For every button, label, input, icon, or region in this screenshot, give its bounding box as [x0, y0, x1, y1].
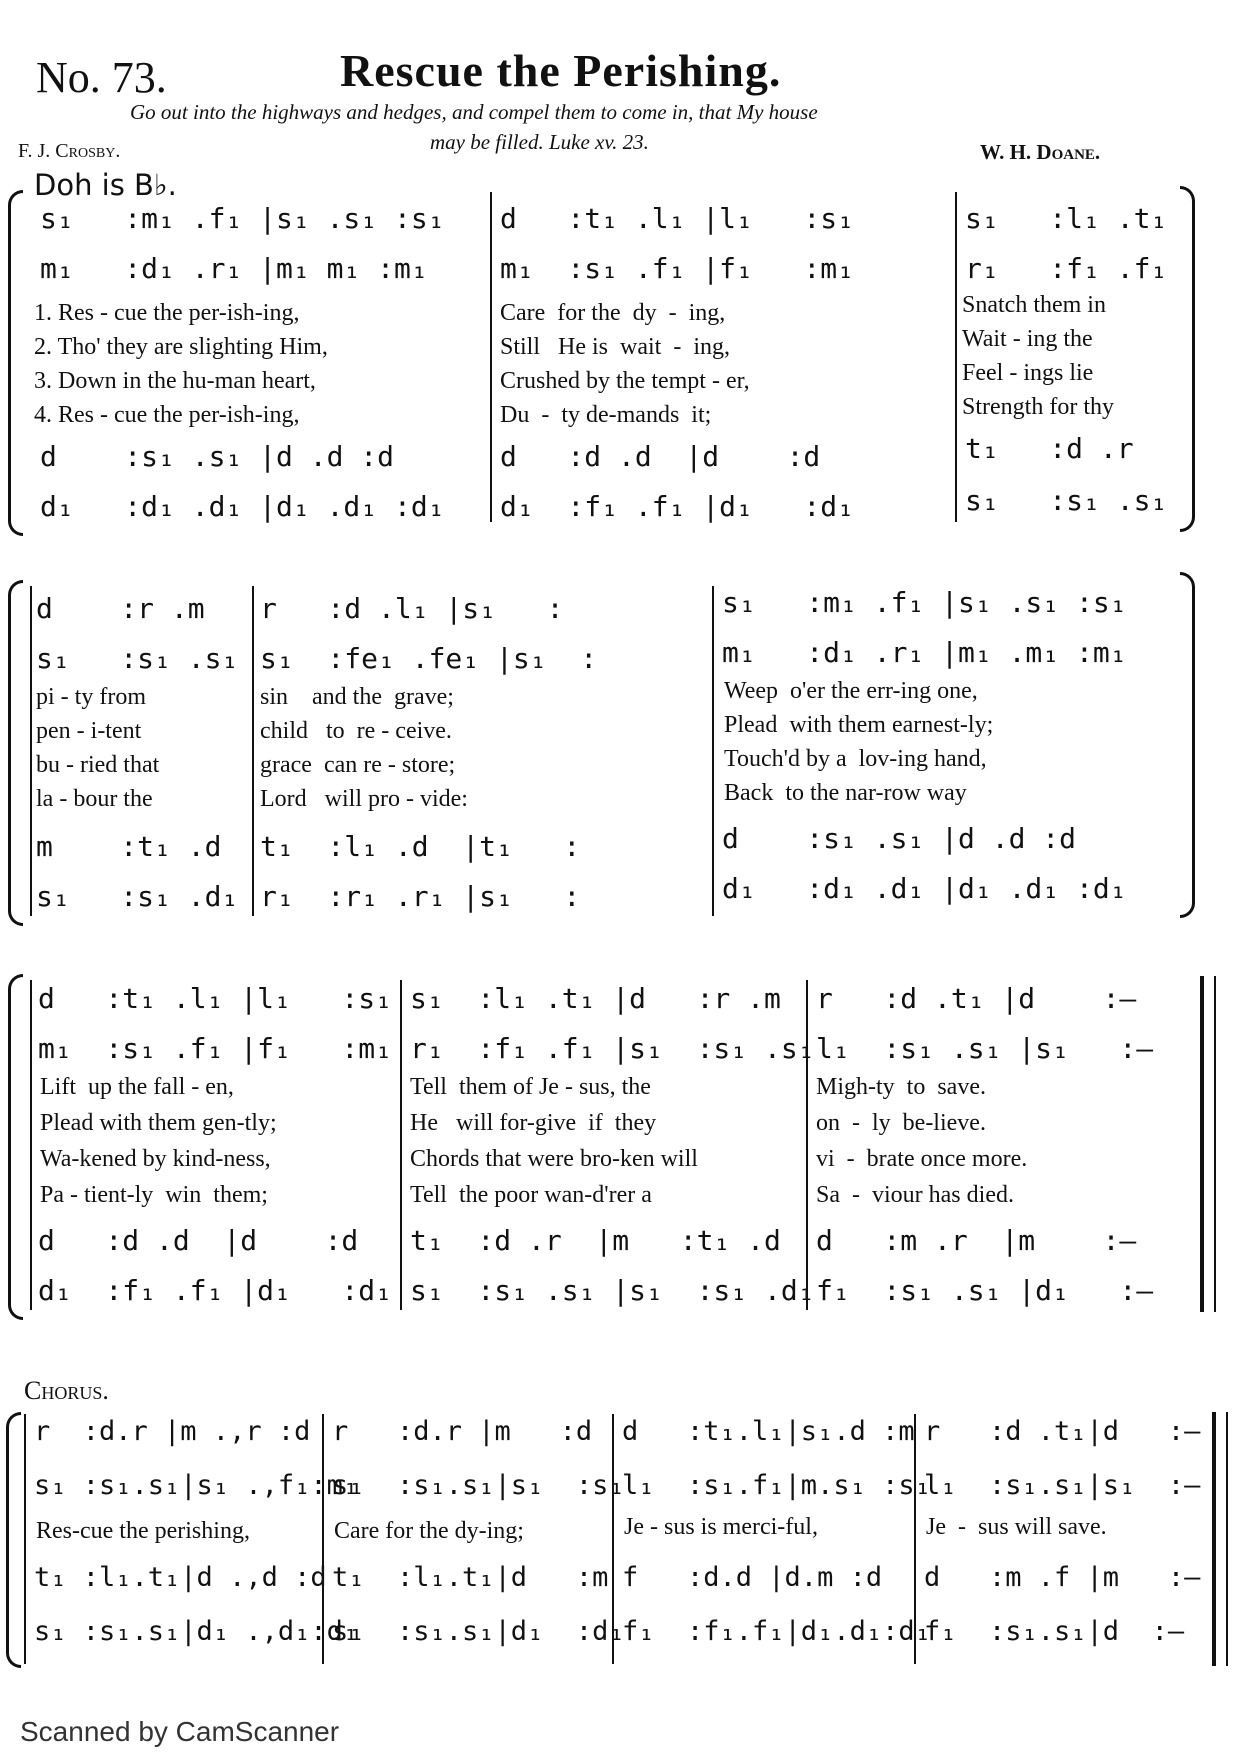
verse-1-lyric: Lift up the fall - en,: [40, 1074, 234, 1100]
tenor-line: d :s₁ .s₁ |d .d :d: [722, 822, 1077, 855]
bass-line: s₁ :s₁ .s₁ |s₁ :s₁ .d₁: [410, 1274, 815, 1307]
verse-3-lyric: Touch'd by a lov-ing hand,: [724, 746, 987, 772]
bar-line: [490, 192, 492, 522]
soprano-line: d :r .m: [36, 592, 205, 625]
left-brace: [8, 190, 23, 536]
chorus-label: Chorus.: [24, 1376, 109, 1405]
alto-line: s₁ :s₁.s₁|s₁ .,f₁:m₁: [34, 1470, 360, 1501]
system-2: [0, 572, 1240, 932]
soprano-line: s₁ :m₁ .f₁ |s₁ .s₁ :s₁: [722, 586, 1127, 619]
chorus-lyric: Care for the dy-ing;: [334, 1518, 524, 1544]
alto-line: l₁ :s₁.f₁|m.s₁ :s₁: [622, 1470, 931, 1501]
soprano-line: s₁ :l₁ .t₁ |d :r .m: [410, 982, 781, 1015]
soprano-line: r :d.r |m :d: [332, 1416, 593, 1447]
tenor-line: t₁ :d .r |m :t₁ .d: [410, 1224, 781, 1257]
tenor-line: t₁ :l₁.t₁|d .,d :d: [34, 1562, 327, 1593]
verse-1-lyric: Care for the dy - ing,: [500, 300, 726, 326]
soprano-line: s₁ :m₁ .f₁ |s₁ .s₁ :s₁: [40, 202, 445, 235]
verse-1-lyric: pi - ty from: [36, 684, 146, 710]
verse-1-lyric: Migh-ty to save.: [816, 1074, 986, 1100]
alto-line: m₁ :d₁ .r₁ |m₁ .m₁ :m₁: [722, 636, 1127, 669]
chorus-system: [0, 1406, 1240, 1676]
verse-2-lyric: on - ly be-lieve.: [816, 1110, 986, 1136]
verse-4-lyric: Back to the nar-row way: [724, 780, 967, 806]
alto-line: l₁ :s₁.s₁|s₁ :—: [924, 1470, 1201, 1501]
alto-line: m₁ :s₁ .f₁ |f₁ :m₁: [500, 252, 855, 285]
verse-1-lyric: Snatch them in: [962, 292, 1106, 318]
verse-3-lyric: vi - brate once more.: [816, 1146, 1028, 1172]
verse-4-lyric: 4. Res - cue the per-ish-ing,: [34, 402, 300, 428]
bar-line: [30, 586, 32, 916]
verse-4-lyric: Sa - viour has died.: [816, 1182, 1014, 1208]
tenor-line: t₁ :l₁.t₁|d :m: [332, 1562, 609, 1593]
bass-line: f₁ :s₁.s₁|d :—: [924, 1616, 1185, 1647]
bar-line: [955, 192, 957, 522]
bass-line: s₁ :s₁ .s₁: [965, 484, 1168, 517]
bar-line: [24, 1414, 26, 1664]
epigraph-line-1: Go out into the highways and hedges, and compel them to come in, that My house: [130, 100, 818, 124]
tenor-line: d :m .f |m :—: [924, 1562, 1201, 1593]
bass-line: f₁ :s₁ .s₁ |d₁ :—: [816, 1274, 1154, 1307]
verse-4-lyric: Pa - tient-ly win them;: [40, 1182, 268, 1208]
system-1: [0, 182, 1240, 542]
tenor-line: t₁ :d .r: [965, 432, 1134, 465]
verse-2-lyric: He will for-give if they: [410, 1110, 657, 1136]
verse-2-lyric: 2. Tho' they are slighting Him,: [34, 334, 328, 360]
verse-3-lyric: Chords that were bro-ken will: [410, 1146, 698, 1172]
verse-3-lyric: bu - ried that: [36, 752, 160, 778]
left-brace: [6, 1412, 21, 1668]
right-brace: [1180, 186, 1195, 532]
hymn-number: No. 73.: [36, 53, 167, 102]
verse-3-lyric: Wa-kened by kind-ness,: [40, 1146, 271, 1172]
alto-line: l₁ :s₁ .s₁ |s₁ :—: [816, 1032, 1154, 1065]
alto-line: m₁ :d₁ .r₁ |m₁ m₁ :m₁: [40, 252, 428, 285]
alto-line: s₁ :s₁.s₁|s₁ :s₁: [332, 1470, 625, 1501]
bar-line: [30, 980, 32, 1310]
verse-1-lyric: sin and the grave;: [260, 684, 454, 710]
verse-2-lyric: Plead with them earnest-ly;: [724, 712, 994, 738]
tenor-line: d :d .d |d :d: [500, 440, 821, 473]
bar-line: [806, 980, 808, 1310]
tenor-line: f :d.d |d.m :d: [622, 1562, 883, 1593]
composer: W. H. Doane.: [980, 140, 1101, 164]
bass-line: s₁ :s₁ .d₁: [36, 880, 239, 913]
final-bar-line: [1214, 976, 1216, 1312]
verse-4-lyric: la - bour the: [36, 786, 153, 812]
left-brace: [8, 580, 23, 926]
chorus-lyric: Res-cue the perishing,: [36, 1518, 250, 1544]
tenor-line: d :m .r |m :—: [816, 1224, 1137, 1257]
alto-line: r₁ :f₁ .f₁ |s₁ :s₁ .s₁: [410, 1032, 815, 1065]
tenor-line: m :t₁ .d: [36, 830, 222, 863]
verse-3-lyric: grace can re - store;: [260, 752, 456, 778]
lyricist: F. J. Crosby.: [18, 140, 121, 162]
verse-1-lyric: Tell them of Je - sus, the: [410, 1074, 651, 1100]
verse-4-lyric: Lord will pro - vide:: [260, 786, 468, 812]
bass-line: d₁ :d₁ .d₁ |d₁ .d₁ :d₁: [40, 490, 445, 523]
soprano-line: r :d .t₁|d :—: [924, 1416, 1201, 1447]
verse-3-lyric: Crushed by the tempt - er,: [500, 368, 750, 394]
chorus-lyric: Je - sus will save.: [926, 1514, 1107, 1540]
scanner-watermark: Scanned by CamScanner: [20, 1716, 340, 1747]
key-signature: Doh is B♭.: [34, 168, 177, 202]
bar-line: [252, 586, 254, 916]
right-brace: [1180, 572, 1195, 918]
soprano-line: r :d .t₁ |d :—: [816, 982, 1137, 1015]
alto-line: s₁ :s₁ .s₁: [36, 642, 239, 675]
alto-line: s₁ :fe₁ .fe₁ |s₁ :: [260, 642, 598, 675]
bass-line: d₁ :f₁ .f₁ |d₁ :d₁: [500, 490, 855, 523]
verse-4-lyric: Du - ty de-mands it;: [500, 402, 712, 428]
soprano-line: d :t₁ .l₁ |l₁ :s₁: [500, 202, 855, 235]
verse-4-lyric: Strength for thy: [962, 394, 1114, 420]
chorus-lyric: Je - sus is merci-ful,: [624, 1514, 818, 1540]
verse-3-lyric: 3. Down in the hu-man heart,: [34, 368, 316, 394]
verse-2-lyric: Wait - ing the: [962, 326, 1093, 352]
bass-line: s₁ :s₁.s₁|d₁ :d₁: [332, 1616, 625, 1647]
bass-line: d₁ :f₁ .f₁ |d₁ :d₁: [38, 1274, 393, 1307]
bar-line: [400, 980, 402, 1310]
soprano-line: r :d .l₁ |s₁ :: [260, 592, 564, 625]
verse-2-lyric: pen - i-tent: [36, 718, 142, 744]
verse-1-lyric: 1. Res - cue the per-ish-ing,: [34, 300, 300, 326]
bass-line: r₁ :r₁ .r₁ |s₁ :: [260, 880, 581, 913]
hymn-title: Rescue the Perishing.: [340, 45, 782, 96]
verse-2-lyric: Still He is wait - ing,: [500, 334, 730, 360]
final-bar-line: [1226, 1412, 1228, 1666]
tenor-line: d :s₁ .s₁ |d .d :d: [40, 440, 395, 473]
soprano-line: r :d.r |m .,r :d: [34, 1416, 311, 1447]
tenor-line: d :d .d |d :d: [38, 1224, 359, 1257]
verse-2-lyric: child to re - ceive.: [260, 718, 452, 744]
final-bar-line: [1200, 976, 1204, 1312]
alto-line: r₁ :f₁ .f₁: [965, 252, 1168, 285]
verse-4-lyric: Tell the poor wan-d'rer a: [410, 1182, 652, 1208]
soprano-line: d :t₁.l₁|s₁.d :m: [622, 1416, 915, 1447]
bass-line: f₁ :f₁.f₁|d₁.d₁:d₁: [622, 1616, 931, 1647]
bass-line: s₁ :s₁.s₁|d₁ .,d₁:d₁: [34, 1616, 360, 1647]
tenor-line: t₁ :l₁ .d |t₁ :: [260, 830, 581, 863]
verse-1-lyric: Weep o'er the err-ing one,: [724, 678, 978, 704]
bar-line: [712, 586, 714, 916]
system-3: [0, 966, 1240, 1336]
bass-line: d₁ :d₁ .d₁ |d₁ .d₁ :d₁: [722, 872, 1127, 905]
verse-2-lyric: Plead with them gen-tly;: [40, 1110, 277, 1136]
soprano-line: d :t₁ .l₁ |l₁ :s₁: [38, 982, 393, 1015]
epigraph-line-2: may be filled. Luke xv. 23.: [430, 130, 649, 154]
final-bar-line: [1212, 1412, 1216, 1666]
left-brace: [8, 974, 23, 1320]
soprano-line: s₁ :l₁ .t₁: [965, 202, 1168, 235]
alto-line: m₁ :s₁ .f₁ |f₁ :m₁: [38, 1032, 393, 1065]
verse-3-lyric: Feel - ings lie: [962, 360, 1094, 386]
